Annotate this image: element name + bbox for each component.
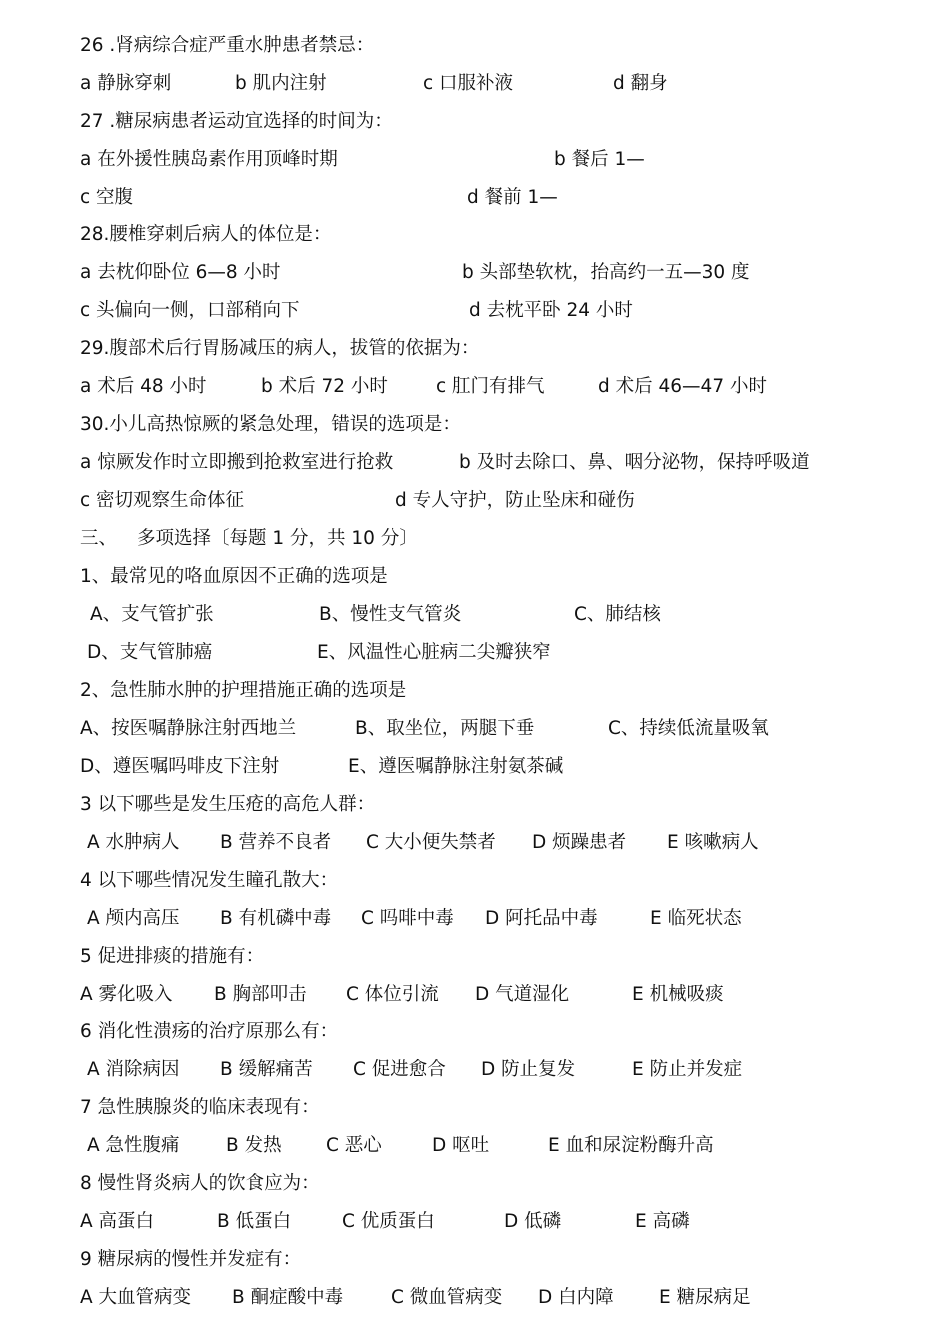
multi-1-options-row1 bbox=[80, 602, 880, 628]
question-29-stem: 29.腹部术后行胃肠减压的病人，拔管的依据为： bbox=[80, 338, 480, 359]
option-d: D 气道湿化 bbox=[475, 984, 570, 1005]
multi-4-options bbox=[80, 906, 880, 932]
option-a: A 急性腹痛 bbox=[87, 1135, 180, 1156]
option-a: a 在外援性胰岛素作用顶峰时期 bbox=[80, 149, 338, 170]
option-a: A、按医嘱静脉注射西地兰 bbox=[80, 718, 297, 739]
option-a: a 术后 48 小时 bbox=[80, 376, 207, 397]
option-c: c 密切观察生命体征 bbox=[80, 490, 245, 511]
multi-2-options-row2 bbox=[80, 754, 880, 780]
option-b: B 发热 bbox=[226, 1135, 282, 1156]
option-b: B 缓解痛苦 bbox=[220, 1059, 313, 1080]
option-a: a 去枕仰卧位 6—8 小时 bbox=[80, 262, 281, 283]
option-d: d 翻身 bbox=[613, 73, 668, 94]
option-a: A、支气管扩张 bbox=[90, 604, 214, 625]
option-e: E 糖尿病足 bbox=[659, 1287, 751, 1308]
option-a: A 消除病因 bbox=[87, 1059, 180, 1080]
option-b: B 酮症酸中毒 bbox=[232, 1287, 344, 1308]
section-heading bbox=[80, 526, 880, 552]
question-28-options-row2 bbox=[80, 298, 880, 324]
option-c: C、肺结核 bbox=[574, 604, 661, 625]
option-e: E、遵医嘱静脉注射氨茶碱 bbox=[348, 756, 564, 777]
option-c: C 恶心 bbox=[326, 1135, 382, 1156]
option-c: C 优质蛋白 bbox=[342, 1211, 435, 1232]
option-b: b 术后 72 小时 bbox=[261, 376, 388, 397]
multi-5-stem: 5 促进排痰的措施有： bbox=[80, 946, 265, 967]
option-b: b 肌内注射 bbox=[235, 73, 327, 94]
option-e: E 防止并发症 bbox=[632, 1059, 743, 1080]
option-c: c 肛门有排气 bbox=[436, 376, 545, 397]
option-a: A 水肿病人 bbox=[87, 832, 180, 853]
multi-7-options bbox=[80, 1133, 880, 1159]
multi-1-options-row2 bbox=[80, 640, 880, 666]
option-b: B 胸部叩击 bbox=[214, 984, 307, 1005]
question-28-options-row1 bbox=[80, 260, 900, 286]
option-a: A 颅内高压 bbox=[87, 908, 180, 929]
option-a: A 雾化吸入 bbox=[80, 984, 173, 1005]
option-b: b 餐后 1— bbox=[554, 149, 645, 170]
option-c: c 口服补液 bbox=[423, 73, 514, 94]
option-b: B 营养不良者 bbox=[220, 832, 332, 853]
option-c: C 微血管病变 bbox=[391, 1287, 503, 1308]
option-d: d 去枕平卧 24 小时 bbox=[469, 300, 633, 321]
section-number: 三、 bbox=[80, 528, 118, 549]
option-d: D 呕吐 bbox=[432, 1135, 490, 1156]
option-a: a 惊厥发作时立即搬到抢救室进行抢救 bbox=[80, 452, 394, 473]
multi-4-stem: 4 以下哪些情况发生瞳孔散大： bbox=[80, 870, 339, 891]
option-d: d 术后 46—47 小时 bbox=[598, 376, 767, 397]
option-d: D、支气管肺癌 bbox=[87, 642, 213, 663]
option-c: C、持续低流量吸氧 bbox=[608, 718, 769, 739]
multi-5-options bbox=[80, 982, 880, 1008]
multi-1-stem: 1、最常见的咯血原因不正确的选项是 bbox=[80, 566, 388, 587]
option-e: E 高磷 bbox=[635, 1211, 690, 1232]
question-30-options-row1 bbox=[80, 450, 910, 476]
option-d: D 防止复发 bbox=[481, 1059, 576, 1080]
option-e: E 咳嗽病人 bbox=[667, 832, 759, 853]
option-d: d 餐前 1— bbox=[467, 187, 558, 208]
option-c: C 吗啡中毒 bbox=[361, 908, 454, 929]
option-b: b 及时去除口、鼻、咽分泌物，保持呼吸道 bbox=[459, 452, 810, 473]
multi-6-stem: 6 消化性溃疡的治疗原那么有： bbox=[80, 1021, 339, 1042]
question-30-stem: 30.小儿高热惊厥的紧急处理，错误的选项是： bbox=[80, 414, 461, 435]
multi-2-options-row1 bbox=[80, 716, 880, 742]
question-27-stem: 27 .糖尿病患者运动宜选择的时间为： bbox=[80, 111, 393, 132]
option-b: B、取坐位，两腿下垂 bbox=[355, 718, 535, 739]
option-d: D、遵医嘱吗啡皮下注射 bbox=[80, 756, 280, 777]
multi-2-stem: 2、急性肺水肿的护理措施正确的选项是 bbox=[80, 680, 407, 701]
question-30-options-row2 bbox=[80, 488, 880, 514]
option-d: D 低磷 bbox=[504, 1211, 562, 1232]
multi-8-stem: 8 慢性肾炎病人的饮食应为： bbox=[80, 1173, 320, 1194]
question-27-options-row2 bbox=[80, 185, 880, 211]
option-d: D 阿托品中毒 bbox=[485, 908, 598, 929]
option-d: d 专人守护，防止坠床和碰伤 bbox=[395, 490, 635, 511]
option-c: C 体位引流 bbox=[346, 984, 439, 1005]
option-b: B 低蛋白 bbox=[217, 1211, 292, 1232]
multi-3-stem: 3 以下哪些是发生压疮的高危人群： bbox=[80, 794, 376, 815]
option-d: D 白内障 bbox=[538, 1287, 614, 1308]
question-26-options bbox=[80, 71, 880, 97]
option-a: a 静脉穿刺 bbox=[80, 73, 172, 94]
option-e: E 机械吸痰 bbox=[632, 984, 724, 1005]
question-29-options bbox=[80, 374, 880, 400]
option-e: E 临死状态 bbox=[650, 908, 742, 929]
multi-3-options bbox=[80, 830, 880, 856]
question-27-options-row1 bbox=[80, 147, 880, 173]
option-b: b 头部垫软枕，抬高约一五—30 度 bbox=[462, 262, 750, 283]
option-c: C 促进愈合 bbox=[353, 1059, 446, 1080]
option-a: A 高蛋白 bbox=[80, 1211, 155, 1232]
option-d: D 烦躁患者 bbox=[532, 832, 627, 853]
option-b: B 有机磷中毒 bbox=[220, 908, 332, 929]
multi-6-options bbox=[80, 1057, 880, 1083]
multi-7-stem: 7 急性胰腺炎的临床表现有： bbox=[80, 1097, 320, 1118]
option-e: E 血和尿淀粉酶升高 bbox=[548, 1135, 714, 1156]
section-title: 多项选择〔每题 1 分，共 10 分〕 bbox=[137, 528, 418, 549]
option-c: c 空腹 bbox=[80, 187, 134, 208]
option-c: C 大小便失禁者 bbox=[366, 832, 496, 853]
multi-9-stem: 9 糖尿病的慢性并发症有： bbox=[80, 1249, 302, 1270]
multi-8-options bbox=[80, 1209, 880, 1235]
option-c: c 头偏向一侧，口部稍向下 bbox=[80, 300, 300, 321]
option-b: B、慢性支气管炎 bbox=[319, 604, 462, 625]
question-26-stem: 26 .肾病综合症严重水肿患者禁忌： bbox=[80, 35, 375, 56]
question-28-stem: 28.腰椎穿刺后病人的体位是： bbox=[80, 224, 332, 245]
multi-9-options bbox=[80, 1285, 880, 1311]
option-e: E、风温性心脏病二尖瓣狭窄 bbox=[317, 642, 551, 663]
option-a: A 大血管病变 bbox=[80, 1287, 192, 1308]
